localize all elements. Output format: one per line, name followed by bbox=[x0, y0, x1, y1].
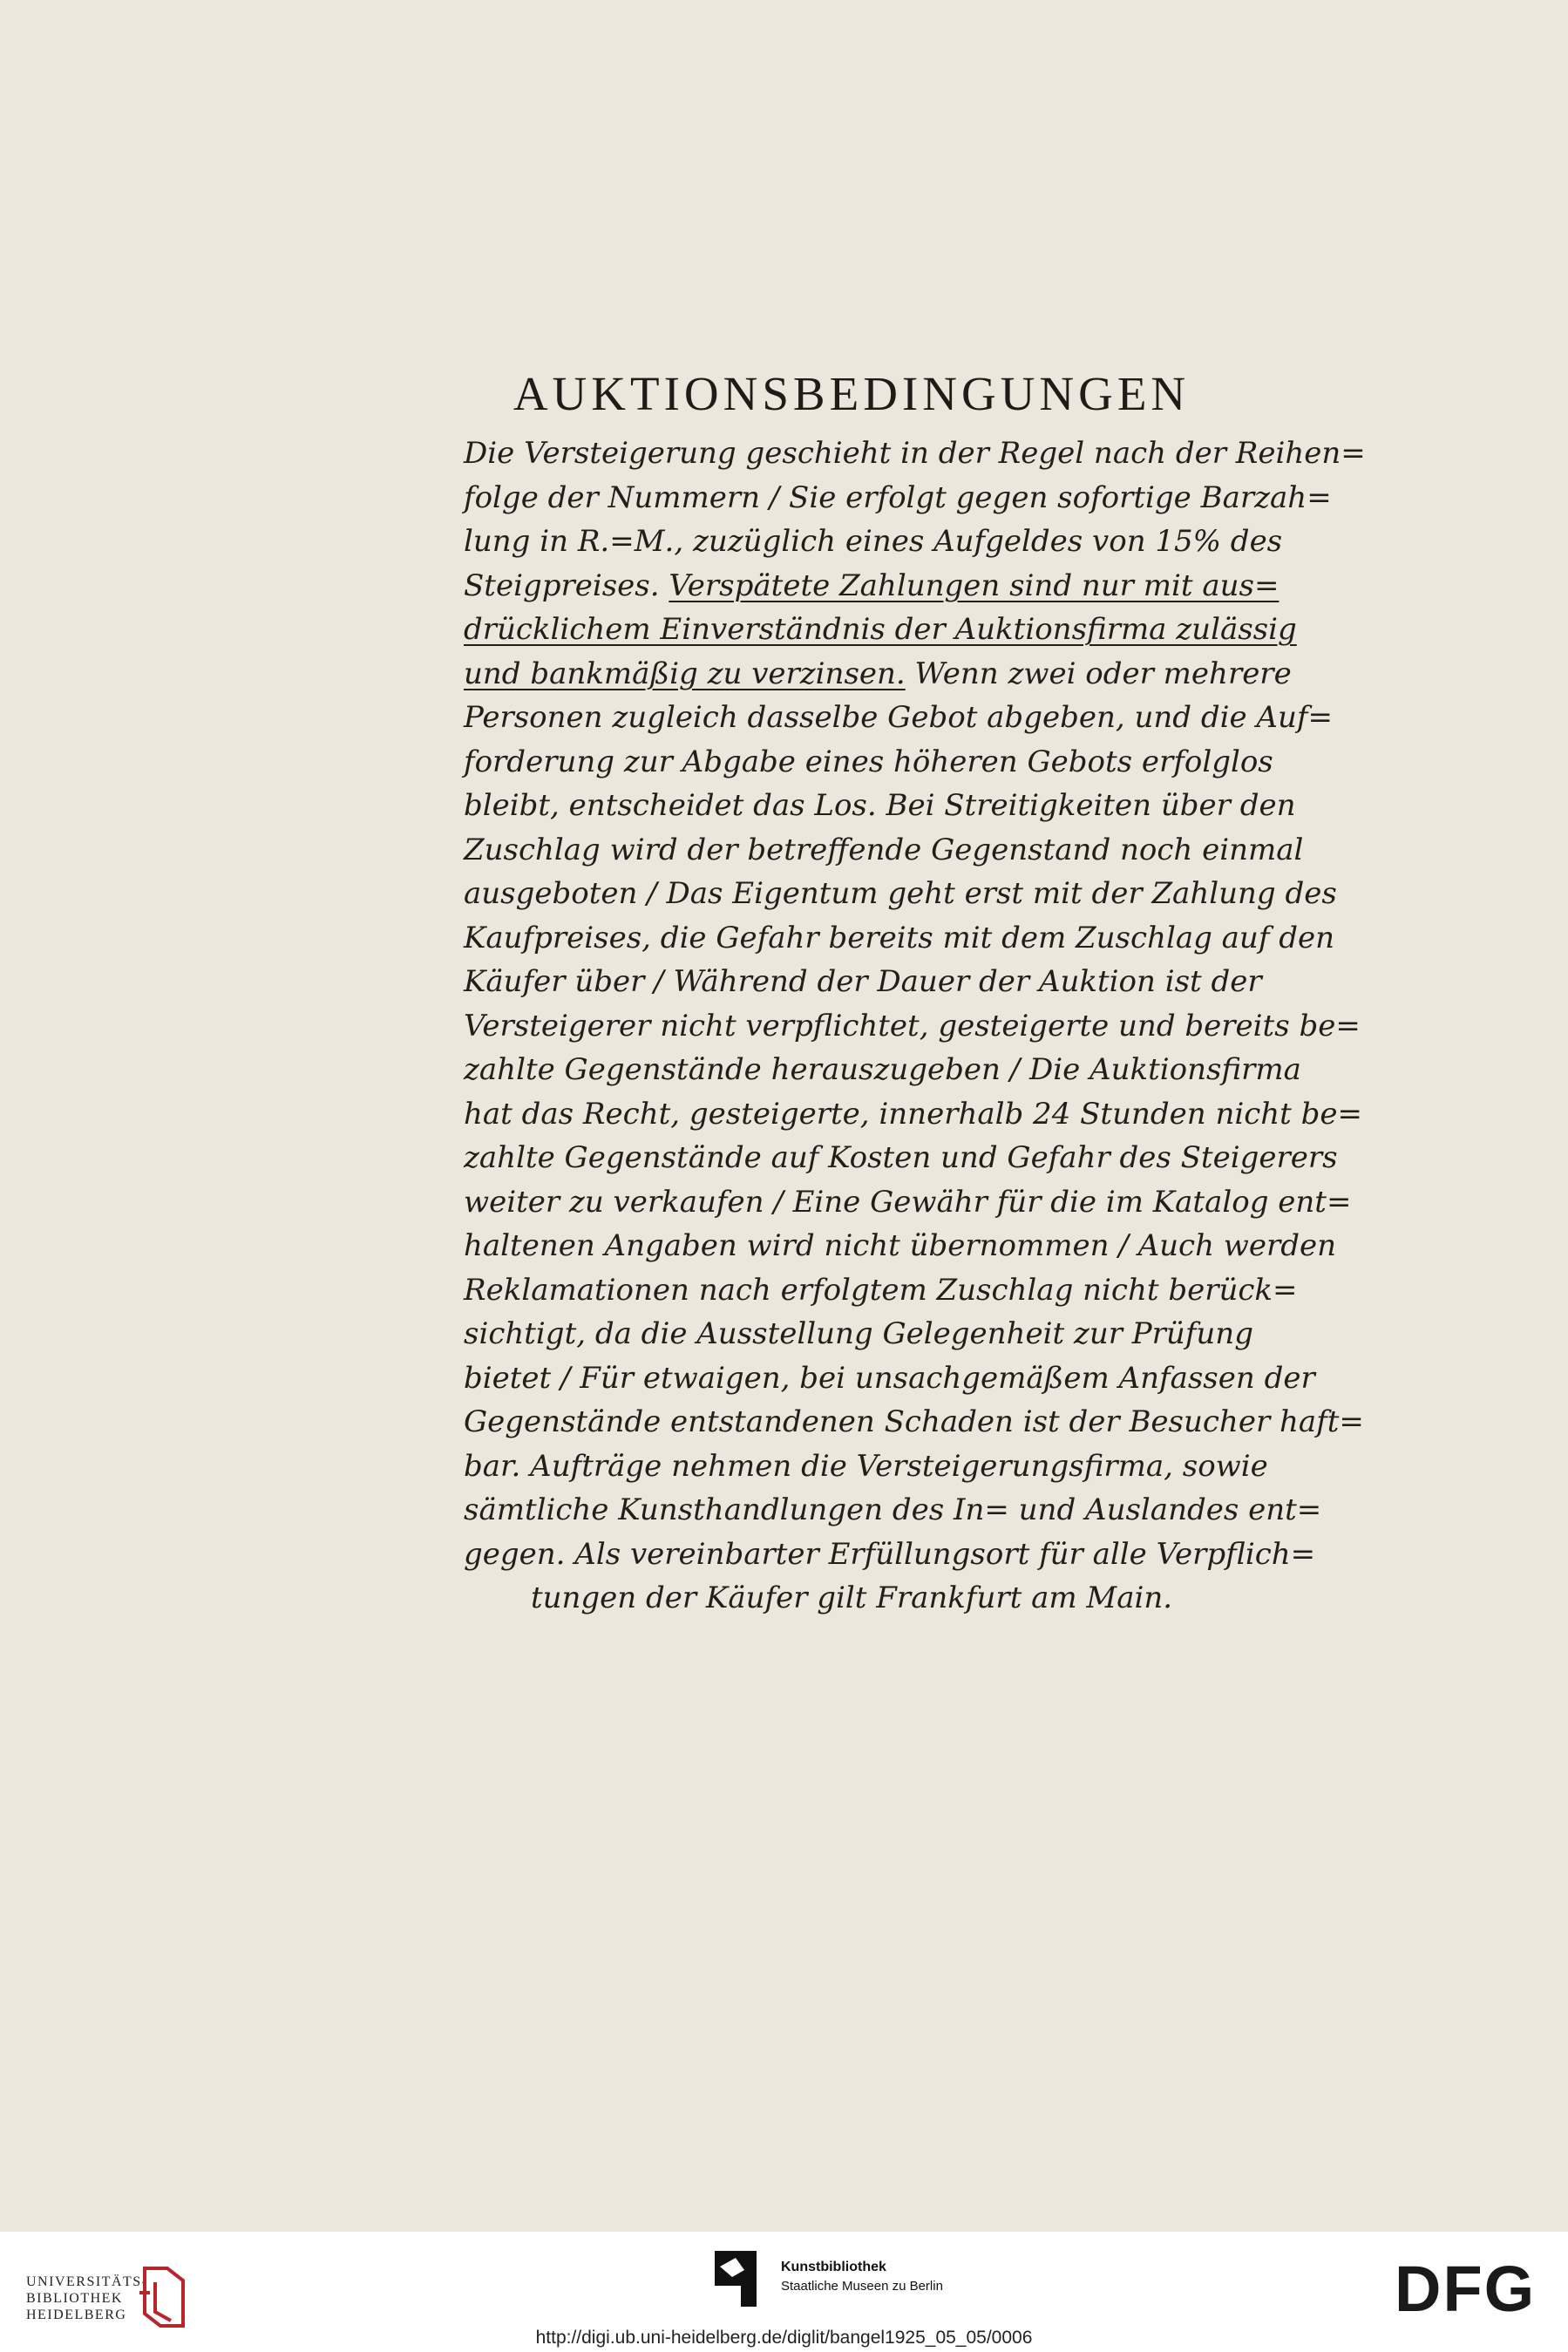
page-url[interactable]: http://digi.ub.uni-heidelberg.de/diglit/bangel1925_05_05/0006 bbox=[535, 2328, 1033, 2348]
line-text: tungen der Käufer gilt Frankfurt am Main. bbox=[530, 1580, 1173, 1615]
text-line bbox=[464, 916, 1334, 961]
dfg-logo[interactable]: DFG bbox=[1395, 2253, 1537, 2325]
ub-logo-line: UNIVERSITÄTS- bbox=[26, 2274, 148, 2289]
text-line bbox=[464, 1356, 1315, 1401]
text-line bbox=[464, 1268, 1298, 1313]
text-line bbox=[464, 1533, 1316, 1577]
text-line bbox=[464, 564, 1280, 608]
line-text: bar. Aufträge nehmen die Versteigerungsfirma, sowie bbox=[464, 1448, 1268, 1484]
line-text: ausgeboten / Das Eigentum geht erst mit der Zahlung des bbox=[464, 876, 1337, 911]
text-line bbox=[464, 1488, 1322, 1533]
line-text: forderung zur Abgabe eines höheren Gebots erfolglos bbox=[464, 744, 1273, 779]
text-line bbox=[464, 828, 1304, 873]
text-line bbox=[464, 520, 1283, 564]
text-line bbox=[464, 1445, 1268, 1489]
line-text: sichtigt, da die Ausstellung Gelegenheit zur Prüfung bbox=[464, 1316, 1253, 1351]
text-line bbox=[464, 1136, 1338, 1180]
kunstbibliothek-label[interactable] bbox=[781, 2258, 943, 2296]
line-text: Versteigerer nicht verpflichtet, gesteigerte und bereits be= bbox=[464, 1008, 1361, 1043]
text-line bbox=[464, 784, 1296, 828]
line-text: bleibt, entscheidet das Los. Bei Streitigkeiten über den bbox=[464, 788, 1296, 823]
line-text: Die Versteigerung geschieht in der Regel nach der Reihen= bbox=[464, 436, 1366, 471]
line-text: zahlte Gegenstände herauszugeben / Die Auktionsfirma bbox=[464, 1052, 1301, 1087]
text-line bbox=[464, 652, 1292, 697]
footer bbox=[0, 2232, 1568, 2352]
underlined-text: drücklichem Einverständnis der Auktionsfirma zulässig bbox=[464, 612, 1297, 647]
line-text: Kaufpreises, die Gefahr bereits mit dem Zuschlag auf den bbox=[464, 920, 1334, 955]
text-line bbox=[464, 1180, 1352, 1225]
ub-heidelberg-logo[interactable] bbox=[26, 2274, 148, 2323]
text-line bbox=[464, 1312, 1253, 1356]
page-title: AUKTIONSBEDINGUNGEN bbox=[512, 367, 1191, 420]
line-text: sämtliche Kunsthandlungen des In= und Auslandes ent= bbox=[464, 1492, 1322, 1527]
text-line bbox=[464, 1004, 1361, 1049]
line-text: weiter zu verkaufen / Eine Gewähr für die im Katalog ent= bbox=[464, 1184, 1352, 1220]
line-text: Reklamationen nach erfolgtem Zuschlag nicht berück= bbox=[464, 1272, 1298, 1308]
line-text: Zuschlag wird der betreffende Gegenstand noch einmal bbox=[464, 832, 1304, 867]
text-line bbox=[464, 960, 1262, 1004]
text-line bbox=[464, 608, 1297, 652]
line-text: Käufer über / Während der Dauer der Auktion ist der bbox=[464, 964, 1262, 999]
line-text: Personen zugleich dasselbe Gebot abgeben, und die Auf= bbox=[464, 700, 1333, 735]
line-text: folge der Nummern / Sie erfolgt gegen sofortige Barzah= bbox=[464, 479, 1332, 515]
line-text: bietet / Für etwaigen, bei unsachgemäßem Anfassen der bbox=[464, 1360, 1315, 1396]
line-text: Wenn zwei oder mehrere bbox=[914, 656, 1292, 691]
kb-subtitle: Staatliche Museen zu Berlin bbox=[781, 2279, 943, 2294]
line-text: Gegenstände entstandenen Schaden ist der Besucher haft= bbox=[464, 1404, 1364, 1439]
line-text: zahlte Gegenstände auf Kosten und Gefahr des Steigerers bbox=[464, 1140, 1338, 1175]
text-line bbox=[464, 696, 1333, 740]
text-line bbox=[464, 1224, 1337, 1268]
underlined-text: und bankmäßig zu verzinsen. bbox=[464, 656, 906, 691]
text-line bbox=[464, 1092, 1363, 1137]
text-line bbox=[464, 1048, 1301, 1092]
underlined-text: Verspätete Zahlungen sind nur mit aus= bbox=[669, 568, 1280, 603]
ub-logo-line: HEIDELBERG bbox=[26, 2308, 127, 2322]
ub-logo-mark-icon bbox=[138, 2263, 190, 2331]
auction-conditions-text bbox=[464, 432, 1366, 1621]
line-text: hat das Recht, gesteigerte, innerhalb 24 Stunden nicht be= bbox=[464, 1096, 1363, 1132]
line-text: lung in R.=M., zuzüglich eines Aufgeldes von 15% des bbox=[464, 524, 1283, 559]
line-text: gegen. Als vereinbarter Erfüllungsort für alle Verpflich= bbox=[464, 1536, 1316, 1572]
text-line bbox=[464, 476, 1332, 520]
line-text: haltenen Angaben wird nicht übernommen / Auch werden bbox=[464, 1228, 1337, 1263]
ub-logo-line: BIBLIOTHEK bbox=[26, 2291, 123, 2306]
line-text: Steigpreises. bbox=[464, 568, 660, 603]
text-line bbox=[464, 1576, 1239, 1621]
kb-name: Kunstbibliothek bbox=[781, 2260, 886, 2274]
text-line bbox=[464, 872, 1337, 916]
kunstbibliothek-logo-icon bbox=[715, 2251, 757, 2307]
text-line bbox=[464, 432, 1366, 476]
text-line bbox=[464, 740, 1273, 785]
text-line bbox=[464, 1400, 1364, 1445]
